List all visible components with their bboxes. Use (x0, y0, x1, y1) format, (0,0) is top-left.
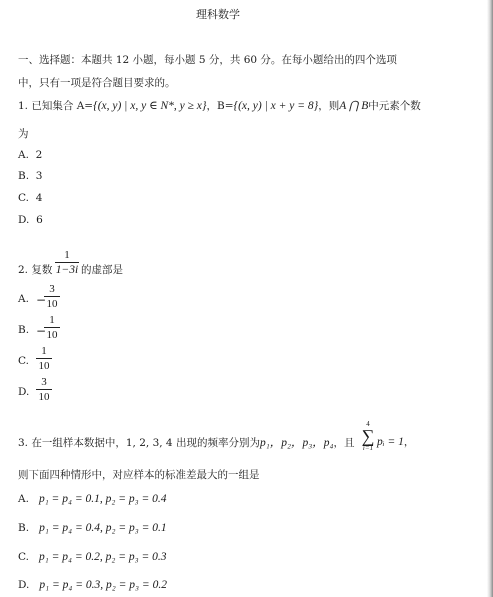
option-label: B. (18, 170, 30, 182)
question-2-option-d-fraction (36, 376, 52, 403)
question-2-fraction (55, 249, 79, 276)
question-3-cond-pre: ，且 (333, 437, 355, 449)
fraction-denominator: 10 (38, 391, 50, 403)
option-text: 3 (35, 170, 43, 182)
sum-symbol: ∑ (361, 426, 375, 446)
question-3-prefix: 3. 在一组样本数据中，1, 2, 3, 4 出现的频率分别为 (18, 437, 260, 449)
question-3-summation (360, 420, 376, 452)
fraction-numerator: 1 (64, 249, 70, 261)
question-2-option-a-fraction (44, 283, 60, 310)
question-3-condition (377, 434, 414, 449)
question-2-option-b-sign: − (36, 324, 47, 338)
question-1-suffix-post: 中元素个数 (368, 100, 421, 112)
page-title: 理科数学 (196, 8, 240, 21)
question-1-intersection: A ⋂ B (339, 100, 369, 112)
question-3-option-d (18, 579, 167, 591)
fraction-numerator: 3 (49, 283, 55, 295)
section-instructions-line1: 一、选择题：本题共 12 小题，每小题 5 分，共 60 分。在每小题给出的四个选项 (18, 54, 397, 66)
fraction-denominator: 10 (46, 298, 58, 310)
question-2-option-d-label: D. (18, 386, 30, 398)
question-3-option-b (18, 522, 167, 534)
fraction-denominator: 1−3i (55, 264, 79, 276)
option-text: p₁ = p₄ = 0.4, p₂ = p₃ = 0.1 (39, 522, 167, 534)
question-1-option-a (18, 149, 42, 161)
question-3-probs: p₁，p₂，p₃，p₄ (259, 437, 334, 449)
question-2-option-a-sign: − (36, 293, 47, 307)
option-text: 2 (35, 149, 43, 161)
option-label: A. (18, 493, 29, 505)
question-3-option-a (18, 493, 166, 505)
question-1-set-b: {(x, y) | x + y = 8} (233, 100, 319, 112)
fraction-numerator: 1 (49, 314, 55, 326)
question-1-option-d (18, 214, 43, 226)
question-3-stem (18, 434, 354, 450)
option-text: p₁ = p₄ = 0.3, p₂ = p₃ = 0.2 (39, 579, 167, 591)
question-1-option-b (18, 170, 42, 182)
option-label: D. (18, 214, 30, 226)
page-edge-shadow (487, 0, 493, 597)
option-label: C. (18, 551, 29, 563)
option-text: p₁ = p₄ = 0.2, p₂ = p₃ = 0.3 (39, 551, 167, 563)
option-text: p₁ = p₄ = 0.1, p₂ = p₃ = 0.4 (38, 493, 167, 505)
section-instructions-line2: 中，只有一项是符合题目要求的。 (18, 77, 176, 89)
option-label: C. (18, 192, 29, 204)
question-2-option-b-label: B. (18, 324, 30, 336)
question-2-option-c-fraction (36, 345, 52, 372)
sum-lower-limit: i=1 (362, 444, 374, 452)
fraction-denominator: 10 (38, 360, 50, 372)
question-1-option-c (18, 192, 42, 204)
option-label: D. (18, 579, 30, 591)
question-1-set-a: {(x, y) | x, y ∈ N*, y ≥ x} (93, 100, 207, 112)
question-3-sum-body: pᵢ = 1 (377, 436, 404, 448)
question-3-cond-post: ， (403, 436, 415, 448)
question-1-number: 1. (18, 100, 29, 112)
question-2-option-b-fraction (44, 314, 60, 341)
question-2-prefix: 2. 复数 (18, 264, 53, 276)
fraction-numerator: 3 (41, 376, 47, 388)
question-1-sep: ，B= (206, 100, 234, 112)
fraction-numerator: 1 (41, 345, 47, 357)
question-1-stem (18, 98, 421, 113)
question-1-suffix-pre: ，则 (318, 100, 340, 112)
question-1-prefix: 已知集合 A= (31, 100, 94, 112)
question-2-suffix: 的虚部是 (81, 264, 123, 276)
question-3-line2: 则下面四种情形中，对应样本的标准差最大的一组是 (18, 469, 260, 481)
question-3-option-c (18, 551, 167, 563)
question-2-option-a-label: A. (18, 293, 29, 305)
option-label: A. (18, 149, 29, 161)
sum-upper-limit: 4 (366, 420, 370, 428)
option-text: 4 (35, 192, 43, 204)
question-2-option-c-label: C. (18, 355, 29, 367)
question-1-line2: 为 (18, 128, 29, 140)
option-label: B. (18, 522, 30, 534)
fraction-denominator: 10 (46, 329, 58, 341)
option-text: 6 (36, 214, 43, 226)
